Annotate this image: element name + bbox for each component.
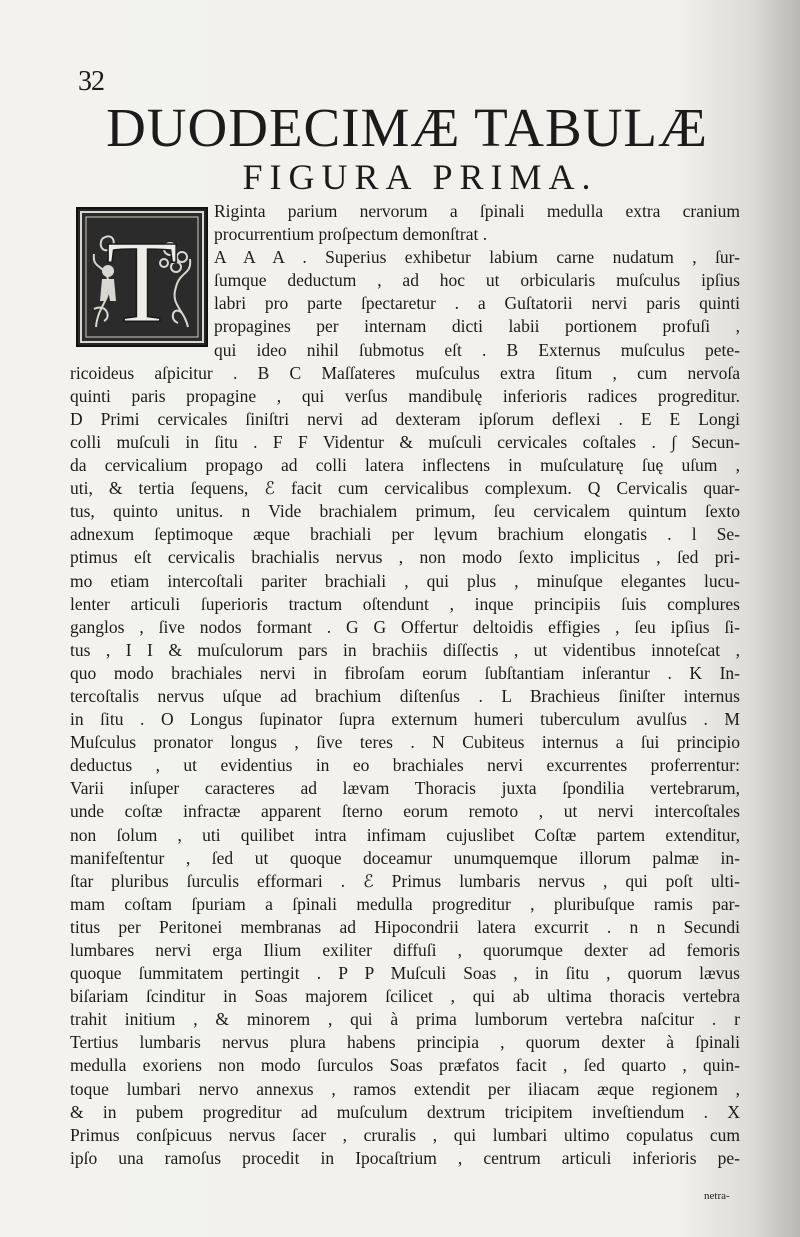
text-line: Tertius lumbaris nervus plura habens principia , quorum dexter à ſpinali (70, 1032, 740, 1053)
text-line: quoque ſummitatem pertingit . P P Muſculi Soas , in ſitu , quorum lævus (70, 963, 740, 984)
page-number: 32 (78, 66, 104, 97)
text-line: Primus conſpicuus nervus ſacer , cruralis , qui lumbari ultimo copulatus cum (70, 1124, 740, 1145)
text-line: deductus , ut evidentius in eo brachiales nervi excurrentes proferrentur: (70, 755, 740, 776)
text-line: Varii inſuper caracteres ad lævam Thoracis juxta ſpondilia vertebrarum, (70, 778, 740, 799)
text-line: & in pubem progreditur ad muſculum dextrum tricipitem inveſtiendum . X (70, 1101, 740, 1122)
text-line: ganglos , ſive nodos formant . G G Offertur deltoidis effigies , ſeu ipſius ſi- (70, 616, 740, 637)
text-line: ricoideus aſpicitur . B C Maſſateres muſculus extra ſitum , cum nervoſa (70, 362, 740, 383)
text-line: Muſculus pronator longus , ſive teres . N Cubiteus internus a ſui principio (70, 732, 740, 753)
text-line: colli muſculi in ſitu . F F Videntur & muſculi cervicales coſtales . ∫ Secun- (70, 431, 740, 452)
catchword: netra- (704, 1190, 730, 1202)
text-line: ptimus eſt cervicalis brachialis nervus , non modo ſexto implicitus , ſed pri- (70, 547, 740, 568)
text-line: propagines per internam dicti labii portionem profuſi , (214, 316, 740, 337)
text-line: D Primi cervicales ſiniſtri nervi ad dexteram ipſorum deflexi . E E Longi (70, 408, 740, 429)
text-line: da cervicalium propago ad colli latera inflectens in muſculaturę ſuę uſum , (70, 455, 740, 476)
text-line: lumbares nervi erga Ilium exiliter diffuſi , quorumque dexter ad femoris (70, 940, 740, 960)
text-line: Riginta parium nervorum a ſpinali medulla extra cranium (214, 201, 740, 221)
text-line: titus per Peritonei membranas ad Hipocondrii latera excurrit . n n Secundi (70, 916, 740, 937)
text-line: toque lumbari nervo annexus , ramos extendit per iliacam æque regionem , (70, 1078, 740, 1099)
text-line: ſumque deductum , ad hoc ut orbicularis muſculus ipſius (214, 270, 740, 291)
text-line: trahit initium , & minorem , qui à prima lumborum vertebra naſcitur . r (70, 1009, 740, 1030)
text-line: qui ideo nihil ſubmotus eſt . B Externus muſculus pete- (214, 339, 740, 360)
text-line: mam coſtam ſpuriam a ſpinali medulla progreditur , pluribuſque ramis par- (70, 893, 740, 914)
text-line: mo etiam intercoſtali pariter brachiali , qui plus , minuſque elegantes lucu- (70, 570, 740, 591)
text-line: medulla exoriens non modo ſurculos Soas præfatos facit , ſed quarto , quin- (70, 1055, 740, 1076)
text-line: procurrentium proſpectum demonſtrat . (214, 224, 488, 245)
text-line: tus , I I & muſculorum pars in brachiis diſſectis , ut videntibus innoteſcat , (70, 639, 740, 660)
page-title: DUODECIMÆ TABULÆ (106, 97, 708, 158)
text-line: tercoſtalis nervus uſque ad brachium diſtenſus . L Brachieus ſiniſter internus (70, 685, 740, 706)
initial-letter-glyph: T (105, 216, 179, 345)
text-line: labri pro parte ſpectaretur . a Guſtatorii nervi paris quinti (214, 293, 740, 314)
page-subtitle: FIGURA PRIMA. (242, 157, 598, 197)
text-line: ſtar pluribus ſurculis efformari . ℰ Primus lumbaris nervus , qui poſt ulti- (70, 870, 740, 891)
text-line: lenter articuli ſuperioris tractum oſtendunt , inque principiis ſuis complures (70, 593, 740, 614)
text-line: non ſolum , uti quilibet intra infimam cujuslibet Coſtæ partem extenditur, (70, 824, 740, 845)
text-line: ipſo una ramoſus procedit in Ipocaſtrium , centrum articuli inferioris pe- (70, 1147, 740, 1168)
text-line: quo modo brachiales nervi in fibroſam eorum ſubſtantiam inſerantur . K In- (70, 662, 740, 683)
text-line: biſariam ſcinditur in Soas majorem ſcilicet , qui ab ultima thoracis vertebra (70, 986, 740, 1007)
text-line: unde coſtæ infractæ apparent ſterno eorum remoto , ut nervi intercoſtales (70, 801, 740, 822)
text-line: uti, & tertia ſequens, ℰ facit cum cervicalibus complexum. Q Cervicalis quar- (70, 478, 740, 499)
text-line: tus, quinto unitus. n Vide brachialem primum, ſeu cervicalem quintum ſexto (70, 501, 740, 522)
body-text (70, 200, 740, 1170)
text-line: adnexum ſeptimoque æque brachiali per lęvum brachium elongatis . l Se- (70, 524, 740, 545)
text-line: in ſitu . O Longus ſupinator ſupra externum humeri tuberculum avulſus . M (70, 709, 740, 730)
text-line: A A A . Superius exhibetur labium carne nudatum , ſur- (214, 247, 740, 268)
text-line: quinti paris propagine , qui verſus mandibulę inferioris radices progreditur. (70, 385, 740, 406)
text-line: manifeſtentur , ſed ut quoque doceamur unumquemque illorum palmæ in- (70, 847, 740, 868)
